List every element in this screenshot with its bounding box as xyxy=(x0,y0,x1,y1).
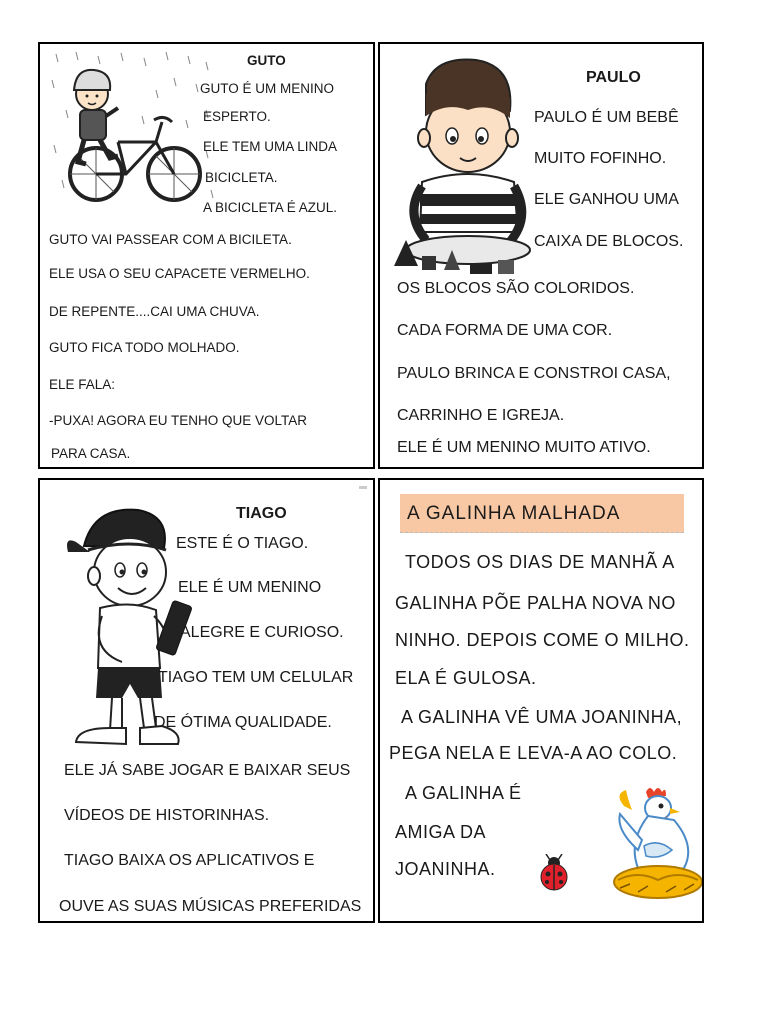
text-line: TODOS OS DIAS DE MANHÃ A xyxy=(405,552,675,572)
text-line: TIAGO BAIXA OS APLICATIVOS E xyxy=(64,852,315,869)
text-line: TIAGO TEM UM CELULAR xyxy=(158,669,354,686)
text-line: ELE É UM MENINO xyxy=(178,579,322,596)
text-line: GUTO É UM MENINO xyxy=(200,81,335,96)
text-line: ELE TEM UMA LINDA xyxy=(203,139,338,154)
text-line: GUTO VAI PASSEAR COM A BICILETA. xyxy=(49,232,292,247)
text-line: PAULO É UM BEBÊ xyxy=(534,109,679,126)
text-line: ELE FALA: xyxy=(49,377,116,392)
text-line: ELA É GULOSA. xyxy=(395,668,537,688)
text-line: OS BLOCOS SÃO COLORIDOS. xyxy=(397,280,635,297)
text-line: CADA FORMA DE UMA COR. xyxy=(397,322,613,339)
text-line: GALINHA PÕE PALHA NOVA NO xyxy=(395,593,676,613)
story-card-paulo xyxy=(378,42,704,469)
text-line: GUTO FICA TODO MOLHADO. xyxy=(49,340,240,355)
text-line: BICICLETA. xyxy=(205,170,278,185)
text-line: A GALINHA É xyxy=(405,783,522,803)
boy-bicycle-rain-illustration xyxy=(46,50,216,220)
text-line: ESPERTO. xyxy=(203,109,271,124)
text-line: ELE USA O SEU CAPACETE VERMELHO. xyxy=(49,266,310,281)
story-card-guto xyxy=(38,42,375,469)
text-line: PEGA NELA E LEVA-A AO COLO. xyxy=(389,743,678,763)
corner-mark xyxy=(359,486,367,489)
text-line: DE ÓTIMA QUALIDADE. xyxy=(154,714,332,731)
boy-playing-blocks-illustration xyxy=(386,54,536,279)
text-line: A BICICLETA É AZUL. xyxy=(203,200,338,215)
text-line: -PUXA! AGORA EU TENHO QUE VOLTAR xyxy=(49,413,308,428)
text-line: CAIXA DE BLOCOS. xyxy=(534,233,684,250)
story-title: PAULO xyxy=(586,69,641,86)
text-line: VÍDEOS DE HISTORINHAS. xyxy=(64,807,270,824)
text-line: PARA CASA. xyxy=(51,446,131,461)
ladybug-icon xyxy=(538,854,572,892)
text-line: NINHO. DEPOIS COME O MILHO. xyxy=(395,630,690,650)
text-line: ELE É UM MENINO MUITO ATIVO. xyxy=(397,439,651,456)
text-line: JOANINHA. xyxy=(395,859,496,879)
story-card-galinha xyxy=(378,478,704,923)
hen-in-nest-illustration xyxy=(608,786,702,908)
story-title: GUTO xyxy=(247,53,286,68)
text-line: ESTE É O TIAGO. xyxy=(176,535,309,552)
text-line: MUITO FOFINHO. xyxy=(534,150,667,167)
story-card-tiago xyxy=(38,478,375,923)
text-line: OUVE AS SUAS MÚSICAS PREFERIDAS xyxy=(59,898,362,915)
text-line: A GALINHA VÊ UMA JOANINHA, xyxy=(401,707,683,727)
text-line: CARRINHO E IGREJA. xyxy=(397,407,565,424)
text-line: DE REPENTE....CAI UMA CHUVA. xyxy=(49,304,260,319)
text-line: AMIGA DA xyxy=(395,822,487,842)
story-title: A GALINHA MALHADA xyxy=(407,503,621,524)
story-title-bar xyxy=(400,494,684,533)
text-line: PAULO BRINCA E CONSTROI CASA, xyxy=(397,365,671,382)
text-line: ELE JÁ SABE JOGAR E BAIXAR SEUS xyxy=(64,762,351,779)
text-line: ELE GANHOU UMA xyxy=(534,191,679,208)
story-title: TIAGO xyxy=(236,505,287,522)
text-line: ALEGRE E CURIOSO. xyxy=(180,624,344,641)
